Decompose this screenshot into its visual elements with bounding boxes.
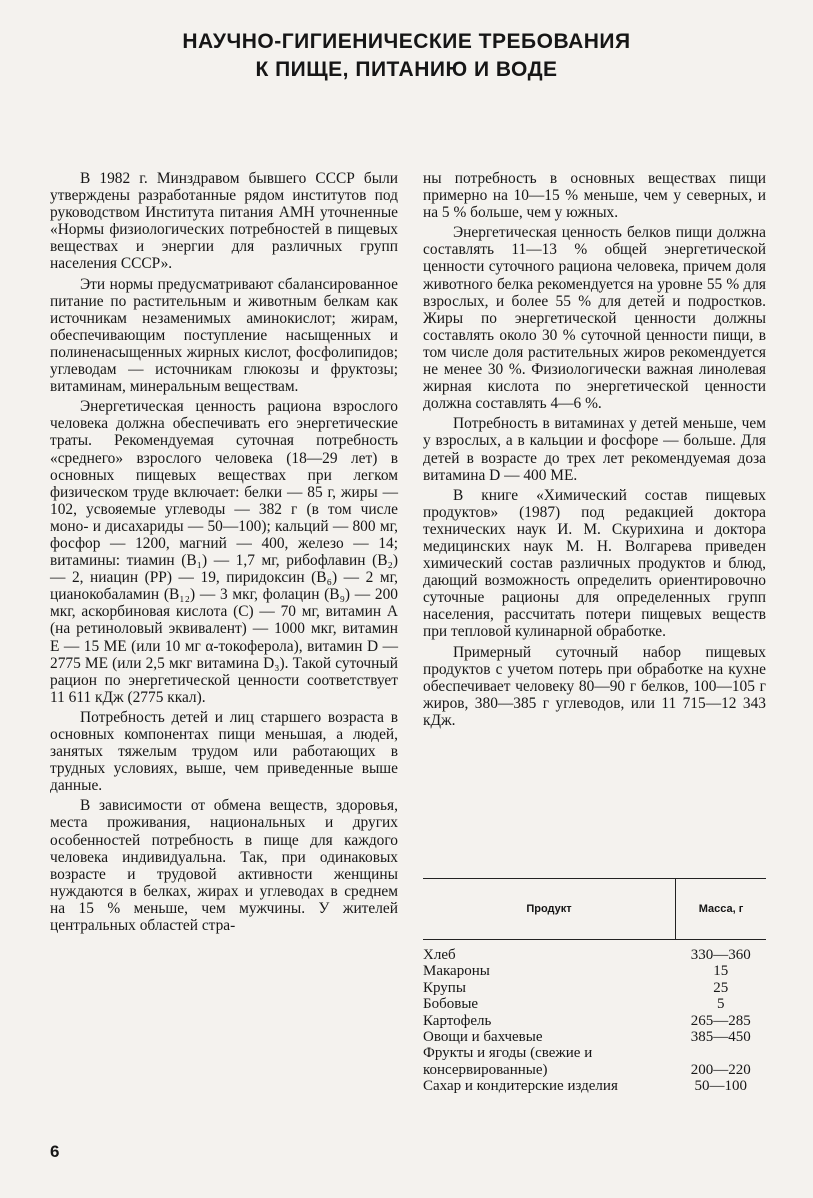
product-cell: Хлеб [423,947,456,963]
paragraph: ны потребность в основных веществах пищи примерно на 10—15 % меньше, чем у северных, и на 5 % больше, чем у южных. [423,170,766,222]
table-row [423,1013,766,1029]
product-cell: Сахар и кондитерские изделия [423,1078,618,1095]
column-header-product: Продукт [423,879,676,940]
product-cell: Макароны [423,963,490,980]
paragraph: Эти нормы предусматривают сбалансированное питание по растительным и животным белкам как источникам незаменимых аминокислот; жирам, обеспечивающим поступление насыщенных и полиненасыщенных жирных кислот, фосфолипидов; углеводам — источникам глюкозы и фруктозы; витаминам, минеральным веществам. [50,275,398,396]
table-row [423,980,766,996]
paragraph: Потребность детей и лиц старшего возраста в основных компонентах пищи меньшая, а людей, занятых тяжелым трудом или работающих в трудных условиях, выше, чем приведенные выше данные. [50,708,398,795]
column-header-mass: Масса, г [676,879,767,940]
mass-cell: 50—100 [694,1078,747,1095]
product-cell: Бобовые [423,996,479,1013]
mass-cell: 330—360 [690,947,751,963]
title-line-1: НАУЧНО-ГИГИЕНИЧЕСКИЕ ТРЕБОВАНИЯ [182,30,631,53]
paragraph: В 1982 г. Минздравом бывшего СССР были утверждены разработанные рядом институтов под руководством Института питания АМН уточненные «Нормы физиологических потребностей в пищевых веществах и энергии для различных групп населения СССР». [50,170,398,273]
product-cell: Фрукты и ягоды (свежие и консервированные) [423,1045,593,1078]
table-row [423,996,766,1012]
table-header-row [423,879,766,940]
product-cell: Овощи и бахчевые [423,1029,543,1046]
mass-cell: 265—285 [690,1012,751,1029]
mass-cell: 5 [717,996,725,1013]
mass-cell: 200—220 [690,1061,751,1078]
paragraph: Примерный суточный набор пищевых продуктов с учетом потерь при обработке на кухне обеспечивает человеку 80—90 г белков, 100—105 г жиров, 380—385 г углеводов, или 11 715—12 343 кДж. [423,643,766,729]
table-row [423,940,766,964]
table-row [423,1045,766,1078]
paragraph: Энергетическая ценность белков пищи должна составлять 11—13 % общей энергетической ценности суточного рациона человека, причем доля животного белка рекомендуется на уровне 55 % для взрослых, и более 55 % для детей и подростков. Жиры по энергетической ценности должны составлять около 30 % суточной ценности пищи, в том числе доля растительных жиров рекомендуется не менее 30 %. Физиологически важная линолевая жирная кислота по энергетической ценности должна составлять 4—6 %. [423,224,766,413]
mass-cell: 15 [713,963,729,980]
table-row [423,1029,766,1045]
table-row [423,1078,766,1094]
food-table [423,878,766,1095]
mass-cell: 25 [713,979,729,996]
food-table-grid [423,878,766,1095]
product-cell: Картофель [423,1012,492,1029]
paragraph: В зависимости от обмена веществ, здоровья, места проживания, национальных и других особенностей потребность в пище для каждого человека индивидуальна. Так, при одинаковых возрасте и трудовой активности женщины нуждаются в белках, жирах и углеводах в среднем на 15 % меньше, чем мужчины. У жителей центральных областей стра- [50,797,398,935]
right-column [423,170,766,729]
mass-cell: 385—450 [690,1029,751,1046]
paragraph: В книге «Химический состав пищевых продуктов» (1987) под редакцией доктора технических наук И. М. Скурихина и доктора медицинских наук М. Н. Волгарева приведен химический состав различных продуктов и блюд, дающий возможность определить ориентировочно суточные рационы для определенных групп населения, рассчитать потери пищевых веществ при тепловой кулинарной обработке. [423,486,766,641]
paragraph: Потребность в витаминах у детей меньше, чем у взрослых, а в кальции и фосфоре — больше. Для детей в возрасте до трех лет рекомендуемая доза витамина D — 400 ME. [423,415,766,484]
page-title [0,28,813,84]
page-number: 6 [50,1142,60,1161]
table-row [423,963,766,979]
title-line-2: К ПИЩЕ, ПИТАНИЮ И ВОДЕ [255,58,558,81]
paragraph: Энергетическая ценность рациона взрослого человека должна обеспечивать его энергетические траты. Рекомендуемая суточная потребность «среднего» взрослого человека (18—29 лет) в основных пищевых веществах при легком физическом труде включает: белки — 85 г, жиры — 102, усвояемые углеводы — 382 г (в том числе моно- и дисахариды — 50—100); кальций — 800 мг, фосфор — 1200, магний — 400, железо — 14; витамины: тиамин (B₁) — 1,7 мг, рибофлавин (B₂) — 2, ниацин (PP) — 19, пиридоксин (B₆) — 2 мг, цианокобаламин (B₁₂) — 3 мкг, фолацин (B₉) — 200 мкг, аскорбиновая кислота (C) — 70 мг, витамин A (на ретиноловый эквивалент) — 1000 мкг, витамин E — 15 ME (или 10 мг α-токоферола), витамин D — 2775 ME (или 2,5 мкг витамина D₃). Такой суточный рацион по энергетической ценности соответствует 11 611 кДж (2775 ккал). [50,398,398,706]
left-column [50,170,398,934]
product-cell: Крупы [423,979,466,996]
